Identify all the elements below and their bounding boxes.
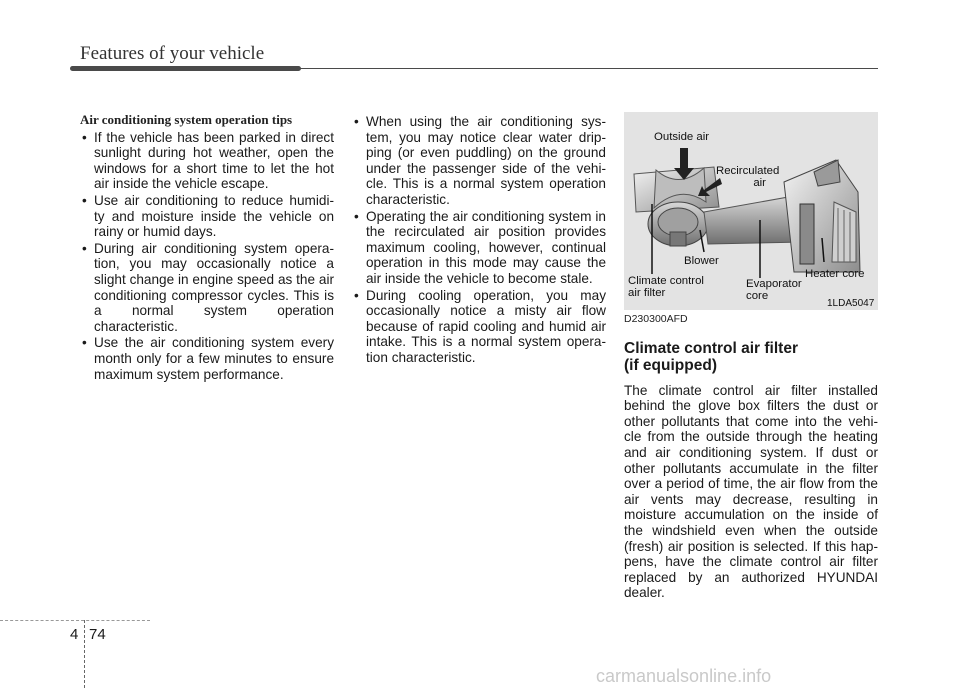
- figure-code: 1LDA5047: [827, 298, 875, 309]
- column-middle: [352, 114, 606, 367]
- footer-rule: [0, 620, 150, 622]
- list-item: • During air conditioning system opera- tion, you may occasionally notice a slight change in engine speed as the air conditioning compressor cycles. This is a normal system operation characteristic.: [80, 241, 334, 335]
- label-climate-control-air-filter: [628, 275, 704, 299]
- hvac-diagram-figure: [624, 112, 878, 310]
- list-item: • If the vehicle has been parked in direct sunlight during hot weather, open the windows for a short time to let the hot air inside the vehicle escape.: [80, 130, 334, 192]
- label-blower: Blower: [684, 255, 719, 267]
- column-left: [80, 112, 334, 383]
- label-recirculated-line1: Recirculated: [716, 165, 780, 177]
- label-climate-line2: air filter: [628, 287, 666, 299]
- section-code: D230300AFD: [624, 313, 688, 325]
- page-header-title: Features of your vehicle: [80, 43, 265, 64]
- tips-list: [80, 130, 334, 383]
- list-item: • Use air conditioning to reduce humidi- ty and moisture inside the vehicle on rainy or humid days.: [80, 193, 334, 240]
- label-evaporator-core: [746, 278, 802, 302]
- footer-divider: [84, 620, 86, 688]
- label-recirculated-line2: air: [753, 177, 766, 189]
- label-evaporator-line2: core: [746, 290, 769, 302]
- column-right: [624, 312, 878, 601]
- list-item: • Use the air conditioning system every month only for a few minutes to ensure maximum system performance.: [80, 335, 334, 382]
- header-rule: [300, 68, 878, 69]
- section-heading: [624, 340, 878, 374]
- page-number: 74: [89, 626, 106, 643]
- label-recirculated-air: [716, 165, 779, 189]
- label-outside-air: Outside air: [654, 131, 710, 143]
- label-evaporator-line1: Evaporator: [746, 278, 802, 290]
- header-bar: [70, 66, 301, 71]
- watermark: carmanualsonline.info: [596, 666, 772, 686]
- label-heater-core: Heater core: [805, 268, 865, 280]
- list-item: • Operating the air conditioning system in the recirculated air position provides maximum cooling, however, continual operation in this mode may cause the air inside the vehicle to become stale.: [352, 209, 606, 287]
- section-title: Air conditioning system operation tips: [80, 112, 293, 127]
- tips-list-continued: [352, 114, 606, 366]
- list-item: • During cooling operation, you may occasionally notice a misty air flow because of rapid cooling and humid air intake. This is a normal system opera- tion characteristic.: [352, 288, 606, 366]
- section-heading-line2: (if equipped): [624, 356, 717, 374]
- section-body: The climate control air filter installed behind the glove box filters the dust or other pollutants that come into the vehi- cle from the outside through the heating and air conditioning system. If dust or other pollutants accumulate in the filter over a period of time, the air flow from the air vents may decrease, resulting in moisture accumulation on the inside of the windshield even when the outside (fresh) air position is selected. If this hap- pens, have the climate control air filter replaced by an authorized HYUNDAI dealer.: [624, 382, 878, 601]
- section-heading-line1: Climate control air filter: [624, 339, 798, 357]
- label-climate-line1: Climate control: [628, 275, 704, 287]
- chapter-number: 4: [70, 626, 79, 643]
- list-item: • When using the air conditioning sys- tem, you may notice clear water drip- ping (or even puddling) on the ground under the passenger side of the vehi- cle. This is a normal system operation characteristic.: [352, 114, 606, 208]
